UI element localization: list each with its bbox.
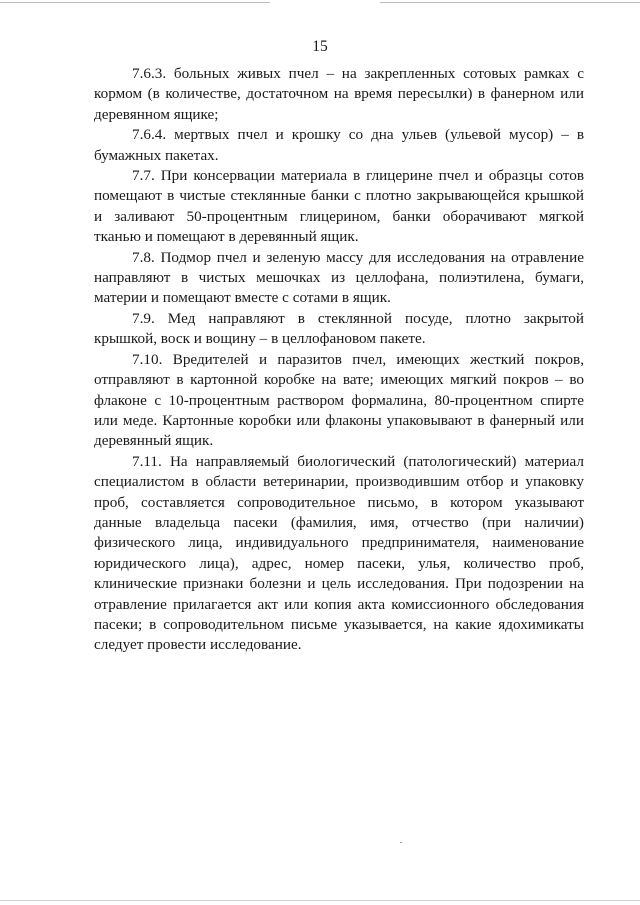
scan-edge-line-bottom xyxy=(0,900,640,901)
paragraph-7-6-3: 7.6.3. больных живых пчел – на закрепленных сотовых рамках с кормом (в количестве, достаточном на время пересылки) в фанерном или деревянном ящике; xyxy=(94,65,584,123)
paragraph-7-8: 7.8. Подмор пчел и зеленую массу для исследования на отравление направляют в чистых мешочках из целлофана, полиэтилена, бумаги, материи и помещают вместе с сотами в ящик. xyxy=(94,248,584,307)
paragraph-7-9: 7.9. Мед направляют в стеклянной посуде, плотно закрытой крышкой, воск и вощину – в целлофановом пакете. xyxy=(94,309,584,348)
paragraph-7-7: 7.7. При консервации материала в глицерине пчел и образцы сотов помещают в чистые стеклянные банки с плотно закрывающейся крышкой и заливают 50-процентным глицерином, банки оборачивают мягкой тканью и помещают в деревянный ящик. xyxy=(94,167,584,246)
scan-speck xyxy=(400,842,402,843)
paragraph-7-6-4: 7.6.4. мертвых пчел и крошку со дна ульев (ульевой мусор) – в бумажных пакетах. xyxy=(94,126,584,164)
scan-edge-line-top-right xyxy=(380,2,640,3)
document-body xyxy=(94,64,584,656)
paragraph-7-10: 7.10. Вредителей и паразитов пчел, имеющих жесткий покров, отправляют в картонной коробке на вате; имеющих мягкий покров – во флаконе с 10-процентным раствором формалина, 80-процентном спирте или меде. Картонные коробки или флаконы упаковывают в фанерный или деревянный ящик. xyxy=(94,350,584,450)
scan-edge-line-top-left xyxy=(0,2,270,3)
paragraph-7-11: 7.11. На направляемый биологический (патологический) материал специалистом в области ветеринарии, производившим отбор и упаковку проб, составляется сопроводительное письмо, в котором указывают данные владельца пасеки (фамилия, имя, отчество (при наличии) физического лица, индивидуального предпринимателя, наименование юридического лица), адрес, номер пасеки, улья, количество проб, клинические признаки болезни и цель исследования. При подозрении на отравление прилагается акт или копия акта комиссионного обследования пасеки; в сопроводительном письме указывается, на какие ядохимикаты следует провести исследование. xyxy=(94,452,584,654)
page-number: 15 xyxy=(312,38,328,55)
